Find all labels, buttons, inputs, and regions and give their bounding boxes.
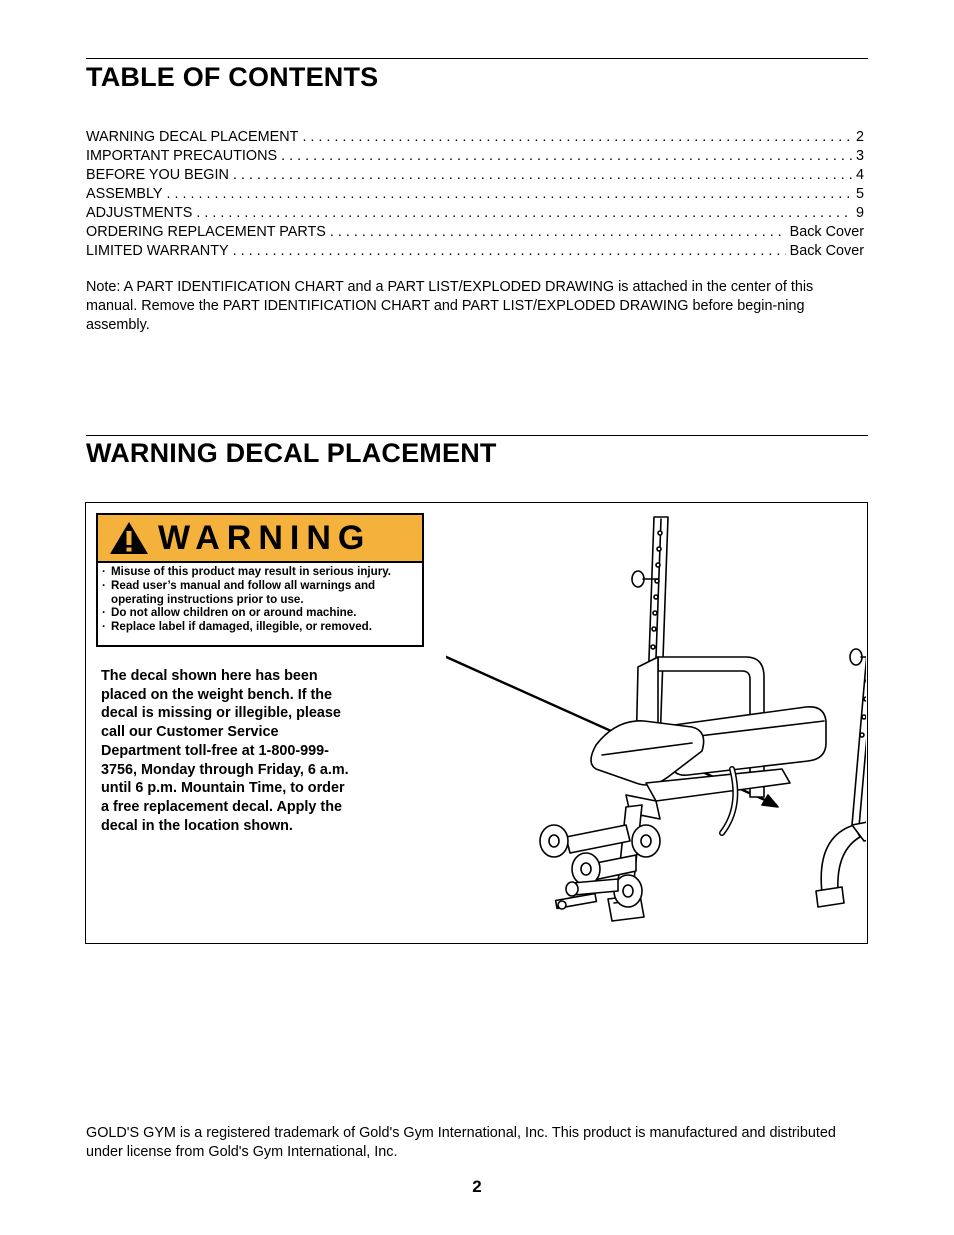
decal-line: · Read user’s manual and follow all warnings and operating instructions prior to use.: [102, 579, 418, 607]
decal-heading: WARNING: [158, 519, 372, 557]
toc-entry-title: LIMITED WARRANTY: [86, 243, 229, 259]
toc-leader: [167, 185, 852, 204]
warning-section-title: WARNING DECAL PLACEMENT: [86, 438, 497, 468]
toc-leader: [281, 147, 852, 166]
toc-entry-page: 5: [855, 186, 864, 202]
warning-triangle-icon: [108, 520, 150, 556]
toc-entry-title: ORDERING REPLACEMENT PARTS: [86, 224, 326, 240]
decal-line: · Replace label if damaged, illegible, or removed.: [102, 620, 418, 634]
section-rule: [86, 435, 868, 436]
toc-entry[interactable]: [86, 204, 864, 223]
decal-line: · Misuse of this product may result in serious injury.: [102, 565, 418, 579]
toc-leader: [233, 242, 786, 261]
top-rule: [86, 58, 868, 59]
trademark-note: GOLD'S GYM is a registered trademark of Gold's Gym International, Inc. This product is manufactured and distributed under license from Gold's Gym International, Inc.: [86, 1125, 836, 1160]
toc-note: Note: A PART IDENTIFICATION CHART and a PART LIST/EXPLODED DRAWING is attached in the center of this manual. Remove the PART IDENTIFICATION CHART and PART LIST/EXPLODED DRAWING before begin-ning assembly.: [86, 279, 814, 333]
toc-entry-title: ADJUSTMENTS: [86, 205, 193, 221]
decal-line: · Do not allow children on or around machine.: [102, 606, 418, 620]
toc-entry[interactable]: [86, 147, 864, 166]
toc-entry-page: 9: [855, 205, 864, 221]
toc-entry[interactable]: [86, 242, 864, 261]
weight-bench-illustration: [446, 507, 866, 939]
toc-entry[interactable]: [86, 223, 864, 242]
toc-entry-title: WARNING DECAL PLACEMENT: [86, 129, 299, 145]
toc-list: [86, 128, 864, 261]
toc-entry-page: Back Cover: [789, 243, 864, 259]
toc-leader: [302, 128, 852, 147]
toc-entry-page: Back Cover: [789, 224, 864, 240]
toc-entry-page: 3: [855, 148, 864, 164]
toc-entry-page: 2: [855, 129, 864, 145]
toc-leader: [233, 166, 852, 185]
toc-entry[interactable]: [86, 128, 864, 147]
toc-leader: [330, 223, 786, 242]
toc-title: TABLE OF CONTENTS: [86, 62, 379, 92]
toc-entry-title: ASSEMBLY: [86, 186, 163, 202]
decal-figure-box: [85, 502, 868, 944]
page-number: 2: [472, 1177, 482, 1196]
warning-decal: [96, 513, 424, 647]
toc-entry-title: IMPORTANT PRECAUTIONS: [86, 148, 278, 164]
toc-entry[interactable]: [86, 185, 864, 204]
toc-entry-title: BEFORE YOU BEGIN: [86, 167, 229, 183]
decal-header: [98, 515, 422, 563]
toc-entry[interactable]: [86, 166, 864, 185]
decal-lines: [98, 563, 422, 634]
toc-leader: [196, 204, 852, 223]
toc-entry-page: 4: [855, 167, 864, 183]
decal-description: The decal shown here has been placed on the weight bench. If the decal is missing or illegible, please call our Customer Service Department toll-free at 1-800-999-3756, Monday through Friday, 6 a.m. until 6 p.m. Mountain Time, to order a free replacement decal. Apply the decal in the location shown.: [101, 668, 349, 834]
